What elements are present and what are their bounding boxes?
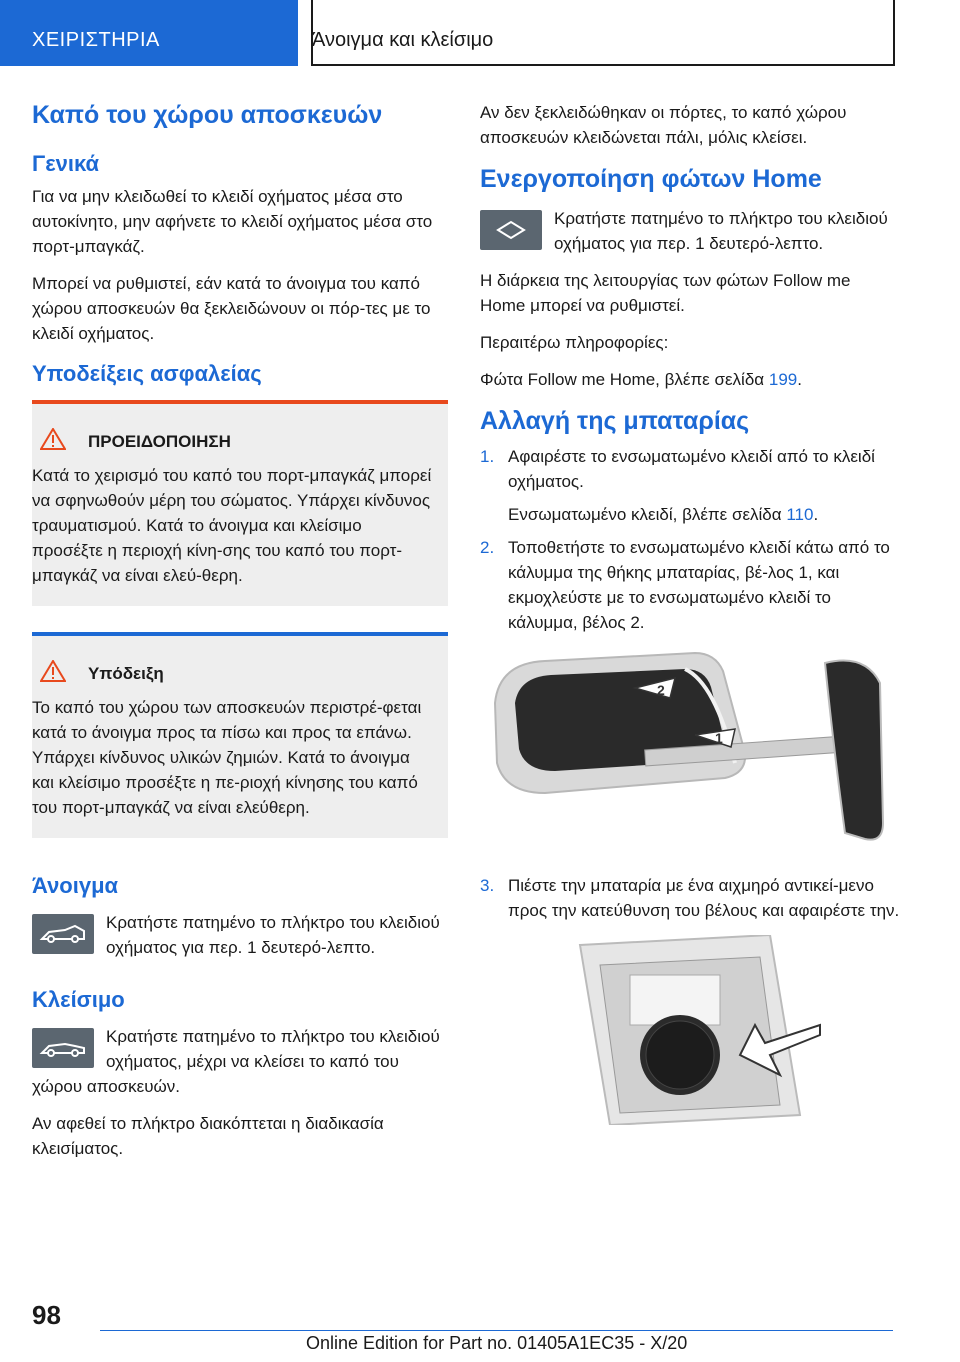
close-paragraph-2: Αν αφεθεί το πλήκτρο διακόπτεται η διαδικασία κλεισίματος.: [32, 1114, 384, 1158]
note-title: Υπόδειξη: [88, 663, 164, 683]
general-paragraph-2: Μπορεί να ρυθμιστεί, εάν κατά το άνοιγμα του καπό χώρου αποσκευών θα ξεκλειδώνουν οι πόρ-τες με το κλειδί οχήματος.: [32, 274, 431, 343]
step-number: 1.: [480, 447, 495, 466]
warning-box: [32, 400, 448, 606]
battery-steps: [480, 444, 900, 494]
section-label: ΧΕΙΡΙΣΤΗΡΙΑ: [32, 29, 160, 51]
intro-paragraph: Αν δεν ξεκλειδώθηκαν οι πόρτες, το καπό χώρου αποσκευών κλειδώνεται πάλι, μόλις κλείσει.: [480, 103, 847, 147]
header-divider-right: [893, 0, 895, 66]
note-box: [32, 632, 448, 838]
right-column: [480, 100, 900, 1125]
safety-heading: Υποδείξεις ασφαλείας: [32, 361, 262, 386]
home-paragraph-4: [480, 367, 900, 392]
step1-subnote: [480, 502, 900, 527]
list-item: [480, 444, 900, 494]
home-heading: Ενεργοποίηση φώτων Home: [480, 165, 822, 193]
trunk-close-icon: [32, 1028, 94, 1068]
general-heading: Γενικά: [32, 151, 100, 176]
note-triangle-icon: [40, 660, 66, 687]
warning-title-row: [32, 428, 432, 455]
home-instruction: [480, 206, 900, 256]
edition-text: Online Edition for Part no. 01405A1EC35 - X/20: [306, 1333, 688, 1353]
header-underline: [311, 64, 895, 66]
chapter-title: Άνοιγμα και κλείσιμο: [312, 29, 494, 51]
home-paragraph-3: Περαιτέρω πληροφορίες:: [480, 333, 669, 352]
note-text: Το καπό του χώρου των αποσκευών περιστρέ-φεται κατά το άνοιγμα προς τα πίσω και προς τα επάνω. Υπάρχει κίνδυνος υλικών ζημιών. Κατά το άνοιγμα και κλείσιμο προσέξτε η πε-ριοχή κίνησης του καπό του πορτ-μπαγκάζ να είναι ελεύθερη.: [32, 698, 422, 817]
warning-text: Κατά το χειρισμό του καπό του πορτ-μπαγκάζ μπορεί να σφηνωθούν μέρη του σώματος. Υπάρχει κίνδυνος τραυματισμού. Κατά το άνοιγμα και κλείσιμο προσέξτε η περιοχή κίνη-σης του καπό του πορτ-μπαγκάζ να είναι ελεύ-θερη.: [32, 466, 432, 585]
close-text: Κρατήστε πατημένο το πλήκτρο του κλειδιού οχήματος, μέχρι να κλείσει το καπό του χώρου αποσκευών.: [32, 1027, 440, 1096]
battery-figure: [540, 935, 840, 1125]
step-text: Πιέστε την μπαταρία με ένα αιχμηρό αντικεί-μενο προς την κατεύθυνση του βέλους και αφαιρέστε την.: [508, 876, 900, 920]
note-title-row: [32, 660, 432, 687]
trunk-open-icon: [32, 914, 94, 954]
list-item: [480, 873, 900, 923]
open-instruction: [32, 910, 448, 960]
key-removal-figure: [485, 643, 895, 853]
step-number: 3.: [480, 876, 495, 895]
page-title: Καπό του χώρου αποσκευών: [32, 101, 383, 129]
step-text: Τοποθετήστε το ενσωματωμένο κλειδί κάτω από το κάλυμμα της θήκης μπαταρίας, βέ-λος 1, και εκμοχλεύστε με το ενσωματωμένο κλειδί το κάλυμμα, βέλος 2.: [508, 538, 890, 632]
step1-ref-text: Ενσωματωμένο κλειδί, βλέπε σελίδα: [508, 505, 787, 524]
key-page-link[interactable]: 110: [786, 505, 814, 524]
left-column: [32, 100, 448, 1173]
footer-rule: [100, 1330, 893, 1331]
warning-title: ΠΡΟΕΙΔΟΠΟΙΗΣΗ: [88, 431, 231, 451]
home-page-link[interactable]: 199: [768, 370, 798, 389]
open-text: Κρατήστε πατημένο το πλήκτρο του κλειδιού οχήματος για περ. 1 δευτερό-λεπτο.: [106, 913, 440, 957]
home-lights-icon: [480, 210, 542, 250]
arrow-label-2: 2: [657, 682, 665, 698]
home-ref-suffix: .: [797, 370, 802, 389]
page-number: 98: [32, 1300, 61, 1330]
home-paragraph-2: Η διάρκεια της λειτουργίας των φώτων Follow me Home μπορεί να ρυθμιστεί.: [480, 271, 851, 315]
battery-steps-2: [480, 535, 900, 635]
general-paragraph-1: Για να μην κλειδωθεί το κλειδί οχήματος μέσα στο αυτοκίνητο, μην αφήνετε το κλειδί οχήματος μέσα στο πορτ-μπαγκάζ.: [32, 187, 433, 256]
home-ref-text: Φώτα Follow me Home, βλέπε σελίδα: [480, 370, 769, 389]
arrow-label-1: 1: [715, 730, 723, 746]
open-heading: Άνοιγμα: [32, 873, 119, 898]
battery-heading: Αλλαγή της μπαταρίας: [480, 407, 750, 435]
step-text: Αφαιρέστε το ενσωματωμένο κλειδί από το κλειδί οχήματος.: [508, 447, 875, 491]
home-text: Κρατήστε πατημένο το πλήκτρο του κλειδιού οχήματος για περ. 1 δευτερό-λεπτο.: [554, 209, 888, 253]
section-tab: [0, 0, 298, 66]
list-item: [480, 535, 900, 635]
close-heading: Κλείσιμο: [32, 987, 125, 1012]
warning-triangle-icon: [40, 428, 66, 455]
battery-steps-3: [480, 873, 900, 923]
step-number: 2.: [480, 538, 495, 557]
step1-ref-suffix: .: [813, 505, 819, 524]
close-instruction: [32, 1024, 448, 1099]
